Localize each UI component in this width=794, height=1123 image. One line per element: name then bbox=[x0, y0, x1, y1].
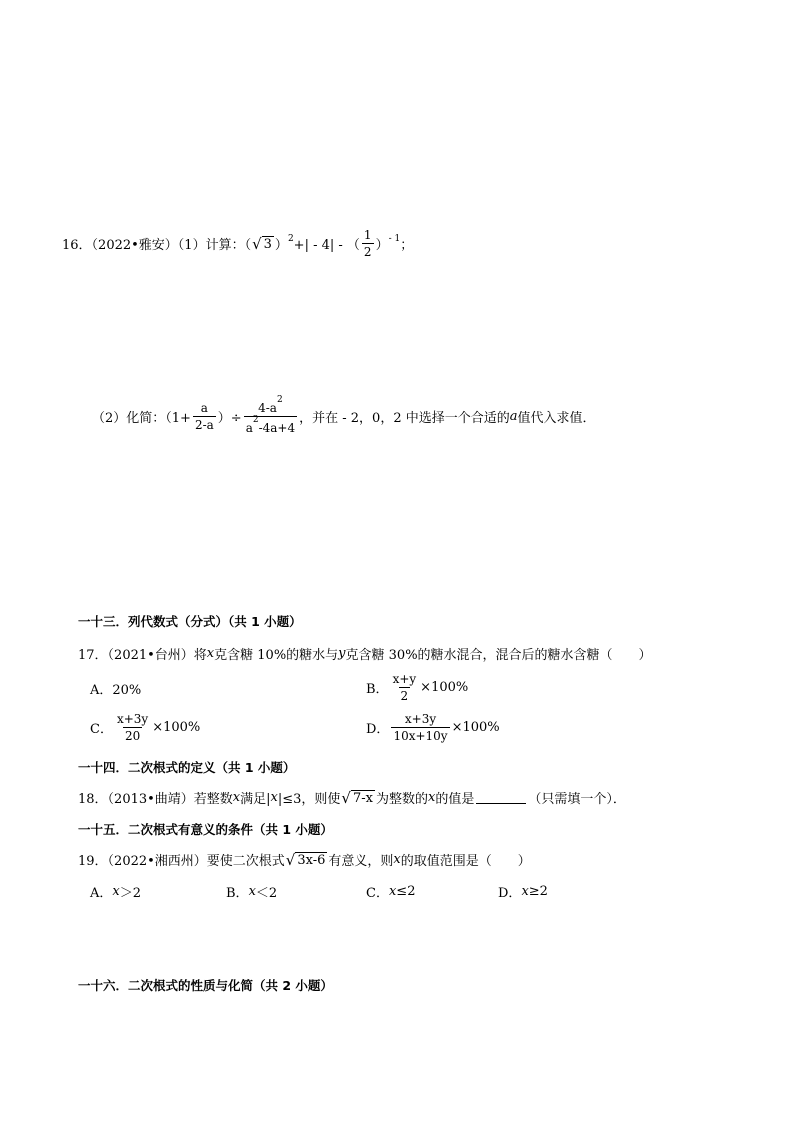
sqrt-expression: √ 7-x bbox=[341, 789, 373, 807]
option-17-c[interactable]: C． $\frac{x+3y}{20}$ ×100% bbox=[90, 712, 201, 743]
answer-blank[interactable] bbox=[476, 791, 526, 804]
option-19-c[interactable]: C． x ≤2 bbox=[366, 884, 416, 901]
fraction-one-half: $\frac{1}{2}$ bbox=[363, 228, 372, 259]
question-17: 17．（2021•台州）将 x 克含糖 10%的糖水与 y 克含糖 30%的糖水混合，混合后的糖水含糖（ ） bbox=[78, 646, 652, 663]
fraction-a-over-2-minus-a: $\frac{a}{2-a}$ bbox=[194, 401, 214, 432]
question-19: 19．（2022•湘西州）要使二次根式 √ 3x-6 有意义，则 x 的取值范围是（ ） bbox=[78, 851, 531, 869]
section-heading-15: 一十五．二次根式有意义的条件（共 1 小题） bbox=[78, 822, 333, 837]
question-16-part2: （2）化简：（1+ $\frac{a}{2-a}$ ）÷ $\frac{4-a^2}{a^2-4a+4}$ ，并在 - 2，0，2 中选择一个合适的 a 值代入求值． bbox=[92, 395, 596, 435]
option-19-a[interactable]: A． x ＞2 bbox=[90, 884, 142, 901]
option-17-d[interactable]: D． $\frac{x+3y}{10x+10y}$ ×100% bbox=[366, 712, 500, 743]
sqrt-expression: √ 3x-6 bbox=[285, 851, 326, 869]
question-16-part1: 16．（2022•雅安）（1）计算：（ √ 3 ） $^2$ +| - 4| - （ $\frac{1}{2}$ ） $^{- 1}$ ； bbox=[62, 228, 414, 259]
option-17-b[interactable]: B． $\frac{x+y}{2}$ ×100% bbox=[366, 672, 469, 703]
option-17-a[interactable]: A．20% bbox=[90, 683, 142, 698]
section-heading-16: 一十六．二次根式的性质与化简（共 2 小题） bbox=[78, 978, 333, 993]
section-heading-14: 一十四．二次根式的定义（共 1 小题） bbox=[78, 760, 296, 775]
section-heading-13: 一十三．列代数式（分式）（共 1 小题） bbox=[78, 614, 302, 629]
question-16-number: 16．（2022•雅安）（1）计算：（ bbox=[62, 238, 252, 253]
fraction-complex: $\frac{4-a^2}{a^2-4a+4}$ bbox=[245, 395, 296, 435]
option-19-d[interactable]: D． x ≥2 bbox=[498, 884, 548, 901]
question-18: 18．（2013•曲靖）若整数 x 满足| x |≤3，则使 √ 7-x 为整数的 x 的值是 （只需填一个）． bbox=[78, 789, 626, 807]
sqrt-expression: √ 3 bbox=[252, 235, 272, 253]
option-19-b[interactable]: B． x ＜2 bbox=[226, 884, 278, 901]
